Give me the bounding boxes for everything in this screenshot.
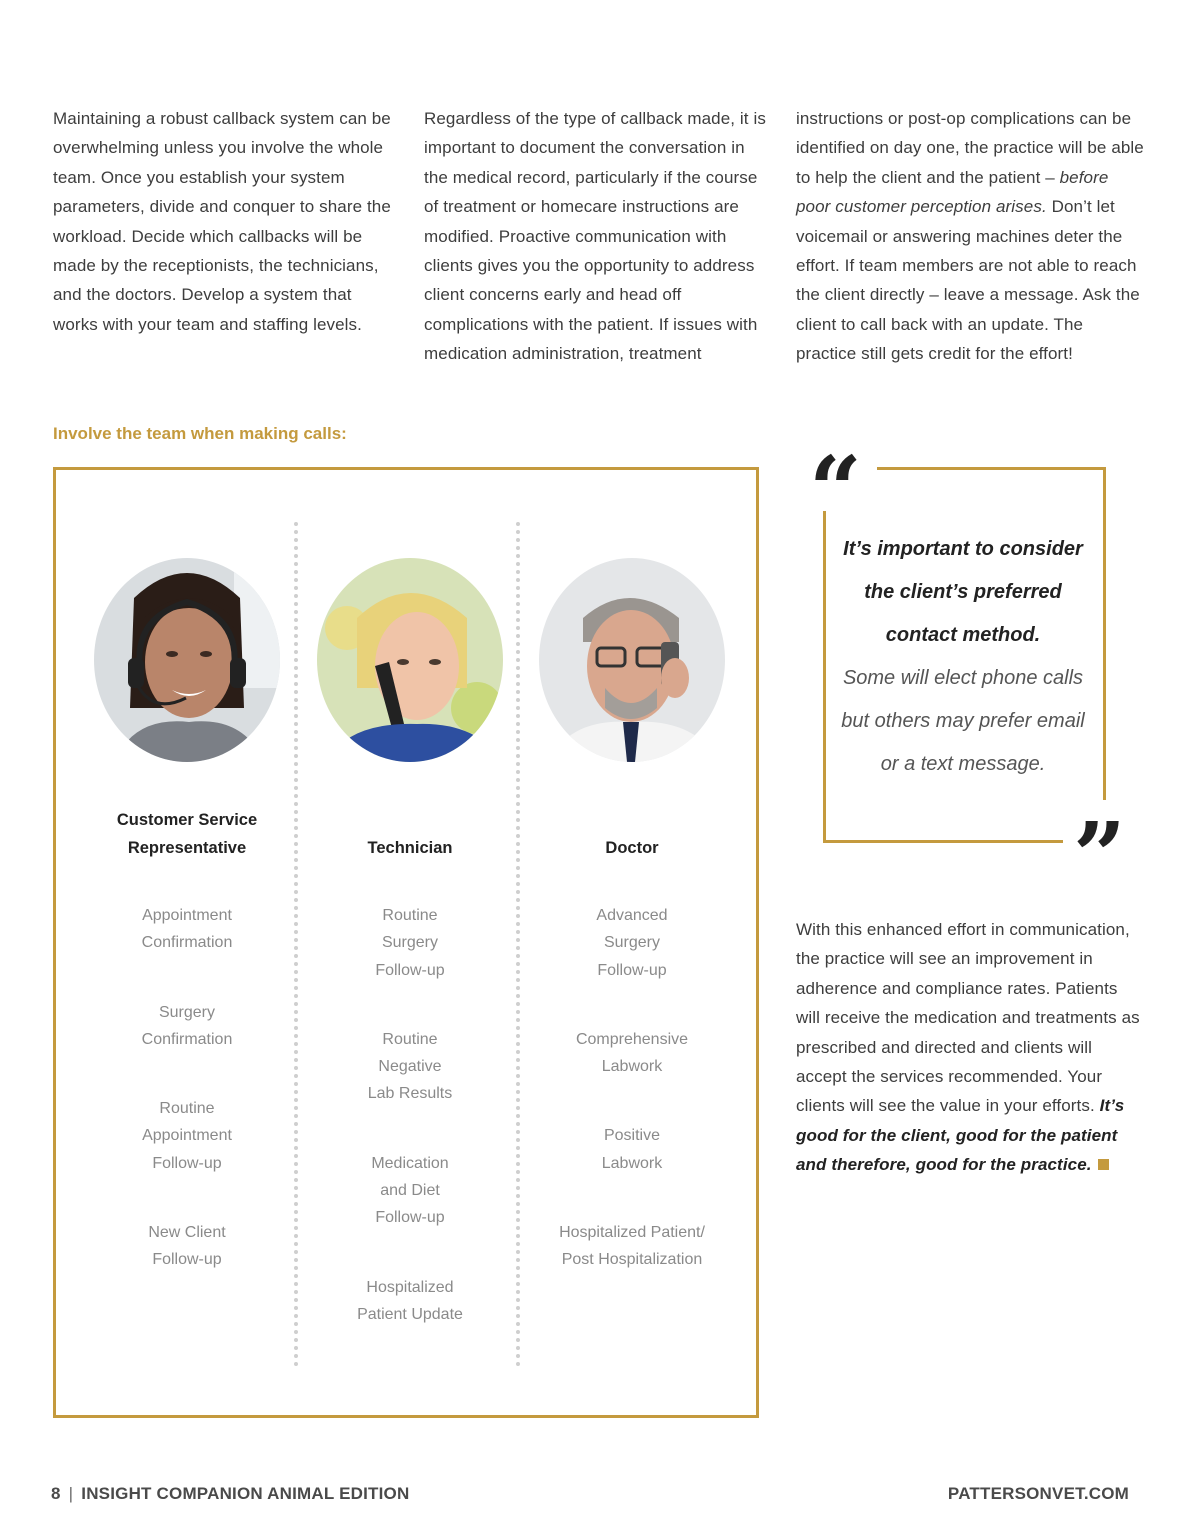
task-item: Routine Surgery Follow-up (375, 907, 445, 979)
close-quote-icon: ” (1073, 802, 1126, 910)
column-1-text: Maintaining a robust callback system can be overwhelming unless you involve the whole team. Once you establish your system parameters, divide and conquer to share the workload. Decide which callbacks will be made by the receptionists, the technicians, and the doctors. Develop a system that works with your team and staffing levels. (53, 109, 391, 334)
closing-paragraph (796, 915, 1146, 1180)
page-number: 8 (51, 1484, 61, 1503)
pull-quote (832, 528, 1094, 786)
task-item: Comprehensive Labwork (575, 1030, 689, 1076)
body-column-2 (424, 104, 769, 369)
task-item: Advanced Surgery Follow-up (596, 907, 668, 979)
task-item: Hospitalized Patient Update (357, 1278, 463, 1323)
role-customer-service-representative: Customer Service Representative (116, 811, 258, 857)
column-3-text-end: Don’t let voicemail or answering machines deter the effort. If team members are not able to reach the client directly – leave a message. Ask the client to call back with an update. The practice still gets credit for the effort! (796, 197, 1140, 364)
column-2-text: Regardless of the type of callback made, it is important to document the conversation in the medical record, particularly if the course of treatment or homecare instructions are modified. Proactive communication with clients gives you the opportunity to address client concerns early and head off complications with the patient. If issues with medication administration, treatment (424, 109, 766, 364)
pull-quote-body: Some will elect phone calls but others may prefer email or a text message. (841, 667, 1085, 775)
closing-emphasis: It’s good for the client, good for the patient and therefore, good for the practice. (796, 1096, 1125, 1175)
column-3-text-start: instructions or post-op complications can be identified on day one, the practice will be able to help the client and the patient – (796, 109, 1144, 187)
task-item: Positive Labwork (601, 1127, 663, 1172)
body-column-1 (53, 104, 393, 339)
body-column-3 (796, 104, 1146, 369)
task-item: Appointment Confirmation (141, 907, 233, 952)
team-roles-box (53, 467, 759, 1418)
task-item: Hospitalized Patient/ Post Hospitalization (559, 1224, 705, 1269)
closing-text: With this enhanced effort in communication, the practice will see an improvement in adherence and compliance rates. Patients will receive the medication and treatments as prescribed and directed and clients will accept the services recommended. Your clients will see the value in your efforts. (796, 920, 1140, 1116)
column-3-italic-phrase: before poor customer perception arises. (796, 167, 1109, 217)
footer-website[interactable]: PATTERSONVET.COM (947, 1484, 1129, 1503)
end-mark-icon (1098, 1159, 1109, 1170)
doctor-task-list (521, 902, 743, 1316)
role-technician: Technician (367, 838, 453, 857)
footer-separator: | (68, 1484, 74, 1503)
headset-agent-photo-icon (94, 558, 280, 762)
column-3-text (796, 104, 1146, 369)
technician-task-list (299, 902, 521, 1370)
task-item: Routine Appointment Follow-up (142, 1100, 232, 1172)
publication-title: INSIGHT COMPANION ANIMAL EDITION (81, 1484, 410, 1503)
technician-phone-photo-icon (317, 558, 503, 762)
doctor-phone-photo-icon (539, 558, 725, 762)
task-item: Routine Negative Lab Results (367, 1030, 453, 1103)
task-item: New Client Follow-up (148, 1224, 226, 1269)
pull-quote-emphasis: It’s important to consider the client’s preferred contact method. (843, 538, 1083, 646)
team-section-heading: Involve the team when making calls: (53, 424, 347, 443)
task-item: Medication and Diet Follow-up (371, 1154, 449, 1227)
task-item: Surgery Confirmation (141, 1003, 233, 1048)
open-quote-icon: “ (809, 436, 862, 544)
role-doctor: Doctor (605, 838, 659, 857)
csr-task-list (76, 902, 298, 1316)
footer-publication (51, 1484, 409, 1504)
